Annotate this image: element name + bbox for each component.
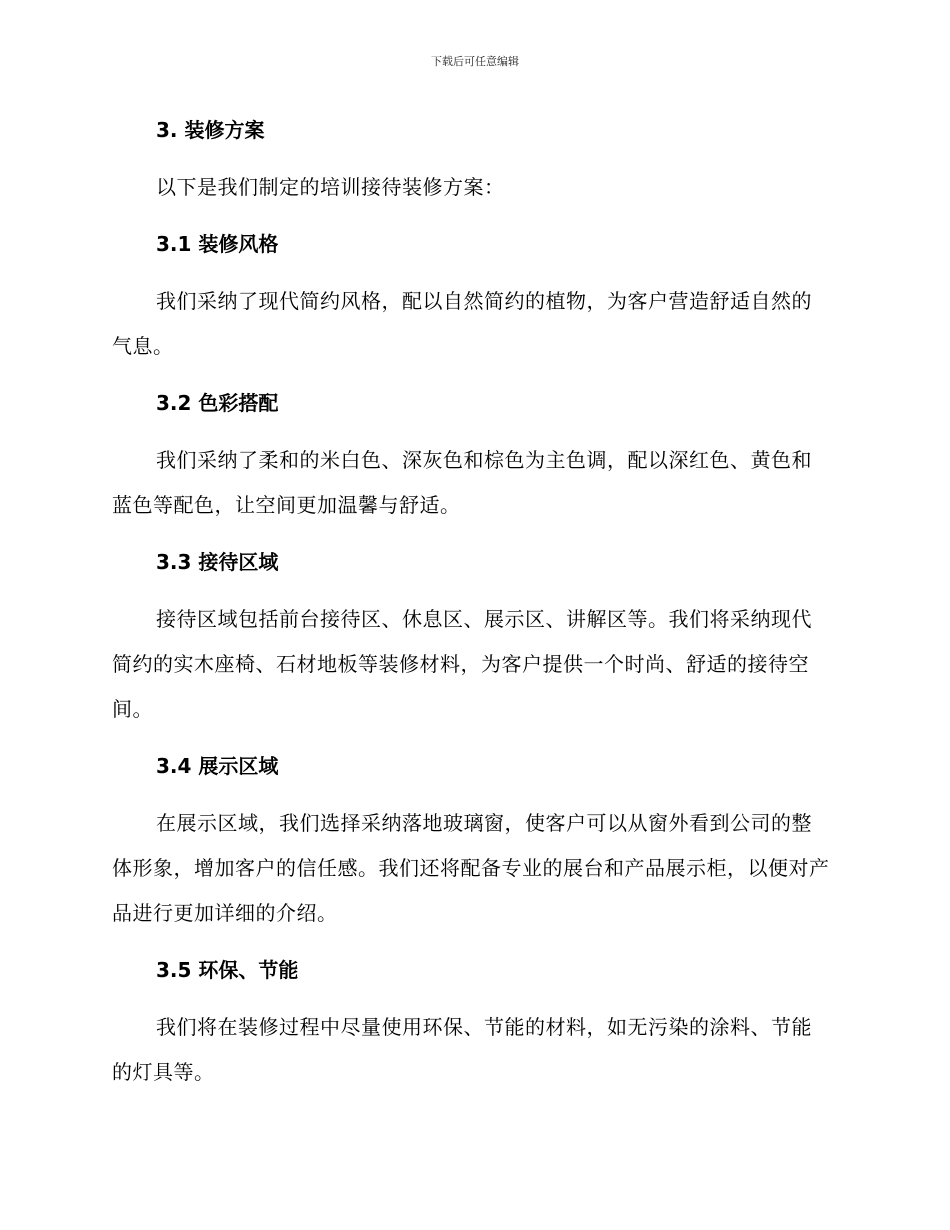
section-heading-3-3: 3.3 接待区域 (156, 550, 279, 574)
section-heading-3-5: 3.5 环保、节能 (156, 958, 299, 982)
section-heading-3: 3. 装修方案 (156, 118, 265, 142)
section-body-3-3: 接待区域包括前台接待区、休息区、展示区、讲解区等。我们将采纳现代简约的实木座椅、石材地板等装修材料，为客户提供一个时尚、舒适的接待空间。 (112, 607, 812, 721)
spacer (112, 210, 830, 222)
section-body-3-5: 我们将在装修过程中尽量使用环保、节能的材料，如无污染的涂料、节能的灯具等。 (112, 1015, 812, 1084)
section-body-3-1: 我们采纳了现代简约风格，配以自然简约的植物，为客户营造舒适自然的气息。 (112, 289, 812, 358)
section-intro: 以下是我们制定的培训接待装修方案： (156, 175, 505, 199)
document-body (112, 108, 830, 1095)
section-heading-3-2: 3.2 色彩搭配 (156, 391, 279, 415)
spacer (112, 369, 830, 381)
spacer (112, 528, 830, 540)
section-heading-3-4: 3.4 展示区域 (156, 754, 279, 778)
page-header: 下载后可任意编辑 (431, 55, 519, 68)
section-body-3-2: 我们采纳了柔和的米白色、深灰色和棕色为主色调，配以深红色、黄色和蓝色等配色，让空间更加温馨与舒适。 (112, 448, 812, 517)
section-heading-3-1: 3.1 装修风格 (156, 232, 279, 256)
spacer (112, 732, 830, 744)
spacer (112, 936, 830, 948)
section-body-3-4: 在展示区域，我们选择采纳落地玻璃窗，使客户可以从窗外看到公司的整体形象，增加客户的信任感。我们还将配备专业的展台和产品展示柜，以便对产品进行更加详细的介绍。 (112, 811, 830, 925)
